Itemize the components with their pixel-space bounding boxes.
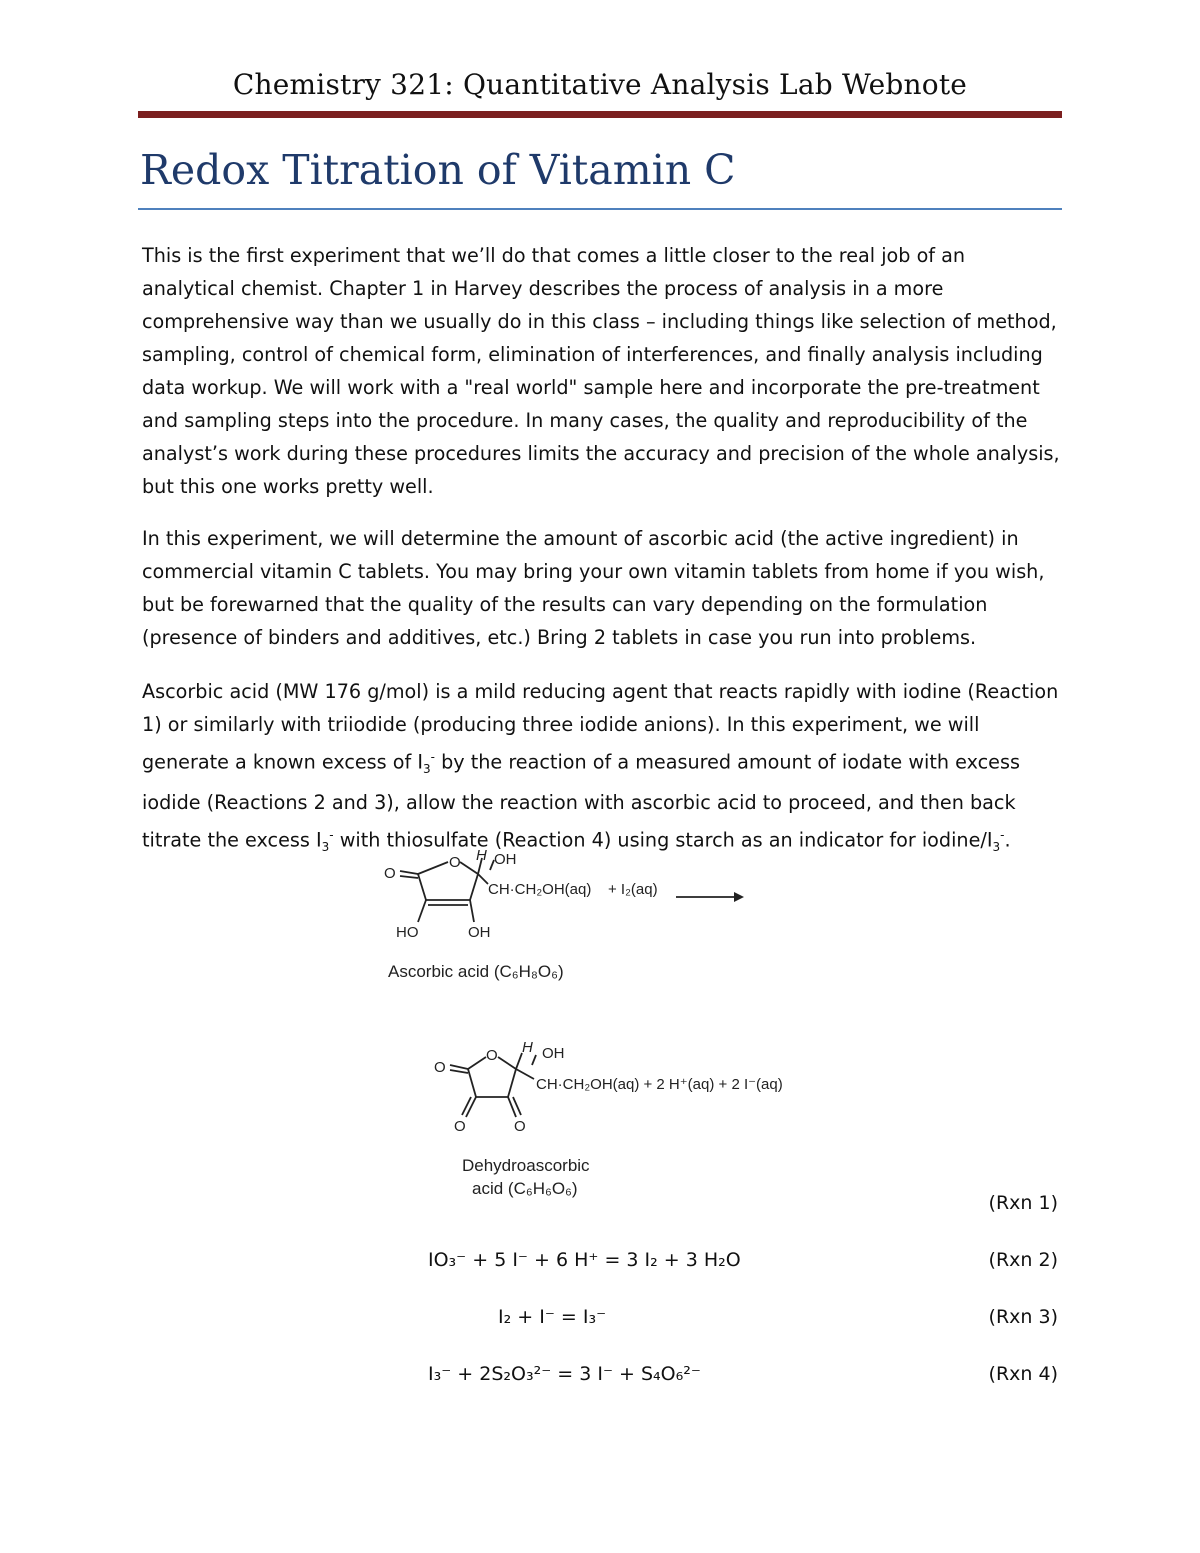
ring-oxygen: O — [449, 854, 461, 871]
ascorbic-sidechain: CH·CH₂OH(aq) — [488, 881, 592, 898]
dehydroascorbic-acid-structure — [428, 1035, 848, 1210]
hydroxyl-top: OH — [494, 851, 517, 868]
carbonyl-oxygen: O — [434, 1059, 446, 1076]
ketone-oxygen-right: O — [514, 1118, 526, 1135]
reaction-4-equation: I₃⁻ + 2S₂O₃²⁻ = 3 I⁻ + S₄O₆²⁻ — [428, 1363, 701, 1385]
page-title: Redox Titration of Vitamin C — [140, 146, 736, 194]
hydrogen-atom: H — [476, 847, 487, 864]
title-rule — [138, 208, 1062, 210]
ascorbic-acid-structure — [378, 840, 758, 990]
header-rule — [138, 111, 1062, 118]
experiment-paragraph: In this experiment, we will determine the amount of ascorbic acid (the active ingredient) in commercial vitamin C tablets. You may bring your own vitamin tablets from home if you wish, but be forewarned that the quality of the results can vary depending on the formulation (presence of binders and additives, etc.) Bring 2 tablets in case you run into problems. — [142, 527, 1045, 649]
reaction-2-equation: IO₃⁻ + 5 I⁻ + 6 H⁺ = 3 I₂ + 3 H₂O — [428, 1249, 741, 1271]
ring-oxygen: O — [486, 1047, 498, 1064]
reaction-3-label: (Rxn 3) — [988, 1306, 1058, 1328]
reaction-4-label: (Rxn 4) — [988, 1363, 1058, 1385]
hydroxyl-right: OH — [468, 924, 491, 941]
chemistry-paragraph: Ascorbic acid (MW 176 g/mol) is a mild reducing agent that reacts rapidly with iodine (Reaction 1) or similarly with triiodide (producing three iodide anions). In this experiment, we will generate a known excess of $I_3^-$ by the reaction of a measured amount of iodate with excess iodide (Reactions 2 and 3), allow the reaction with ascorbic acid to proceed, and then back titrate the excess $I_3^-$ with thiosulfate (Reaction 4) using starch as an indicator for iodine/$I_3^-$. — [142, 680, 1059, 855]
ketone-oxygen-left: O — [454, 1118, 466, 1135]
reaction-2-label: (Rxn 2) — [988, 1249, 1058, 1271]
carbonyl-oxygen: O — [384, 865, 396, 882]
dehydroascorbic-label-line1: Dehydroascorbic — [462, 1156, 590, 1175]
plus-iodine: + I₂(aq) — [608, 881, 658, 898]
dehydro-sidechain: CH·CH₂OH(aq) + 2 H⁺(aq) + 2 I⁻(aq) — [536, 1076, 783, 1093]
ascorbic-acid-label: Ascorbic acid (C₆H₈O₆) — [388, 962, 564, 981]
intro-paragraph: This is the first experiment that we’ll do that comes a little closer to the real job of an analytical chemist. Chapter 1 in Harvey describes the process of analysis in a more comprehensive way than we usually do in this class – including things like selection of method, sampling, control of chemical form, elimination of interferences, and finally analysis including data workup. We will work with a "real world" sample here and incorporate the pre-treatment and sampling steps into the procedure. In many cases, the quality and reproducibility of the analyst’s work during these procedures limits the accuracy and precision of the whole analysis, but this one works pretty well. — [142, 244, 1060, 498]
dehydroascorbic-label-line2: acid (C₆H₆O₆) — [472, 1179, 578, 1198]
reaction-3-equation: I₂ + I⁻ = I₃⁻ — [498, 1306, 607, 1328]
reaction-1-label: (Rxn 1) — [988, 1192, 1058, 1214]
hydrogen-atom: H — [522, 1039, 533, 1056]
hydroxyl-top: OH — [542, 1045, 565, 1062]
running-header: Chemistry 321: Quantitative Analysis Lab Webnote — [232, 68, 968, 101]
hydroxyl-left: HO — [396, 924, 419, 941]
